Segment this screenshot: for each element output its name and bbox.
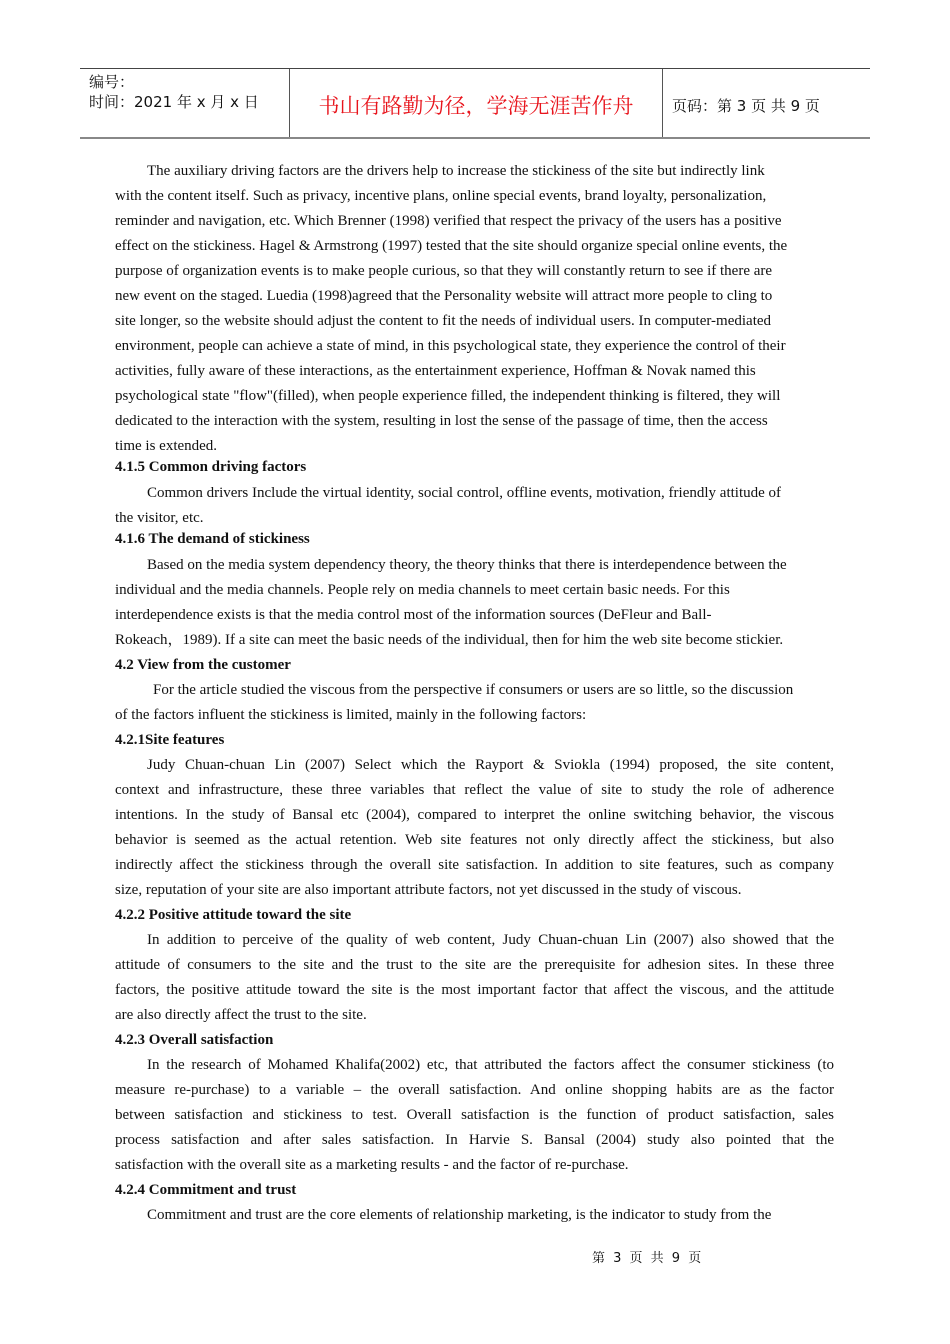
- paragraph-line: psychological state "flow"(filled), when people experience filled, the independent thinking is filtered, they will: [115, 388, 781, 404]
- paragraph-line: with the content itself. Such as privacy, incentive plans, online special events, brand loyalty, personalization,: [115, 188, 767, 204]
- paragraph: [115, 553, 834, 653]
- header-number-label: 编号：: [89, 73, 135, 91]
- header-page-info: 页码：第 3 页 共 9 页: [672, 96, 820, 115]
- paragraph-line: The auxiliary driving factors are the drivers help to increase the stickiness of the site but indirectly link: [147, 163, 765, 179]
- paragraph-line: factors, the positive attitude toward the site is the most important factor that affect the viscous, and the attitude: [115, 982, 834, 998]
- paragraph: [115, 678, 834, 728]
- paragraph-line: environment, people can achieve a state of mind, in this psychological state, they experience the control of their: [115, 338, 786, 354]
- section-heading: 4.2 View from the customer: [115, 657, 291, 673]
- paragraph-line: Based on the media system dependency theory, the theory thinks that there is interdependence between the: [147, 557, 787, 573]
- section-heading: 4.2.1Site features: [115, 732, 225, 748]
- page-footer: 第 3 页 共 9 页: [592, 1251, 704, 1266]
- paragraph-line: Common drivers Include the virtual identity, social control, offline events, motivation, friendly attitude of: [147, 485, 782, 501]
- page-header: [80, 68, 870, 139]
- document-body: [115, 159, 834, 1228]
- paragraph-line: site longer, so the website should adjust the content to fit the needs of individual users. In computer-mediated: [115, 313, 772, 329]
- paragraph-line: intentions. In the study of Bansal etc (2004), compared to interpret the online switching behavior, the viscous: [115, 807, 834, 823]
- paragraph: [115, 928, 834, 1028]
- header-meta: [80, 69, 290, 137]
- paragraph-line: reminder and navigation, etc. Which Brenner (1998) verified that respect the privacy of the users has a positive: [115, 213, 782, 229]
- paragraph-line: the visitor, etc.: [115, 510, 204, 526]
- paragraph-line: dedicated to the interaction with the system, resulting in lost the sense of the passage of time, then the access: [115, 413, 768, 429]
- header-motto: 书山有路勤为径，学海无涯苦作舟: [290, 69, 663, 137]
- paragraph-line: interdependence exists is that the media control most of the information sources (DeFleur and Ball-: [115, 607, 712, 623]
- paragraph-line: are also directly affect the trust to the site.: [115, 1007, 367, 1023]
- paragraph-line: measure re-purchase) to a variable – the overall satisfaction. And online shopping habits are as the factor: [115, 1082, 834, 1098]
- section-heading: 4.2.4 Commitment and trust: [115, 1182, 297, 1198]
- paragraph-line: activities, fully aware of these interactions, as the entertainment experience, Hoffman & Novak named this: [115, 363, 756, 379]
- paragraph: [115, 159, 834, 459]
- paragraph-line: between satisfaction and stickiness to test. Overall satisfaction is the function of product satisfaction, sales: [115, 1107, 834, 1123]
- paragraph: [115, 481, 834, 531]
- section-heading: 4.1.5 Common driving factors: [115, 459, 307, 475]
- paragraph-line: time is extended.: [115, 438, 218, 454]
- section-heading: 4.2.3 Overall satisfaction: [115, 1032, 274, 1048]
- paragraph-line: attitude of consumers to the site and the trust to the site are the prerequisite for adhesion sites. In these three: [115, 957, 834, 973]
- paragraph-line: Judy Chuan-chuan Lin (2007) Select which the Rayport & Sviokla (1994) proposed, the site content,: [147, 757, 834, 773]
- paragraph-line: In the research of Mohamed Khalifa(2002) etc, that attributed the factors affect the consumer stickiness (to: [147, 1057, 834, 1073]
- paragraph-line: process satisfaction and after sales satisfaction. In Harvie S. Bansal (2004) study also pointed that the: [115, 1132, 834, 1148]
- paragraph-line: new event on the staged. Luedia (1998)agreed that the Personality website will attract more people to cling to: [115, 288, 773, 304]
- paragraph-line: individual and the media channels. People rely on media channels to meet certain basic needs. For this: [115, 582, 730, 598]
- paragraph-line: purpose of organization events is to make people curious, so that they will constantly return to see if there are: [115, 263, 773, 279]
- paragraph-line: For the article studied the viscous from the perspective if consumers or users are so little, so the discussion: [153, 682, 794, 698]
- paragraph-line: indirectly affect the stickiness through the overall site satisfaction. In addition to site features, such as company: [115, 857, 834, 873]
- paragraph-line: of the factors influent the stickiness is limited, mainly in the following factors:: [115, 707, 587, 723]
- paragraph-line: Rokeach，1989). If a site can meet the basic needs of the individual, then for him the web site become stickier.: [115, 632, 784, 648]
- paragraph-line: context and infrastructure, these three variables that reflect the value of site to study the role of adherence: [115, 782, 834, 798]
- paragraph-line: satisfaction with the overall site as a marketing results - and the factor of re-purchase.: [115, 1157, 629, 1173]
- paragraph-line: behavior is seemed as the actual retention. Web site features not only directly affect the stickiness, but also: [115, 832, 834, 848]
- paragraph: [115, 1053, 834, 1178]
- paragraph: [115, 1203, 834, 1228]
- paragraph-line: effect on the stickiness. Hagel & Armstrong (1997) tested that the site should organize special online events, the: [115, 238, 788, 254]
- section-heading: 4.1.6 The demand of stickiness: [115, 531, 310, 547]
- paragraph: [115, 753, 834, 903]
- header-time-label: 时间：2021 年 x 月 x 日: [89, 93, 259, 111]
- section-heading: 4.2.2 Positive attitude toward the site: [115, 907, 352, 923]
- paragraph-line: In addition to perceive of the quality of web content, Judy Chuan-chuan Lin (2007) also showed that the: [147, 932, 834, 948]
- paragraph-line: Commitment and trust are the core elements of relationship marketing, is the indicator to study from the: [147, 1207, 772, 1223]
- paragraph-line: size, reputation of your site are also important attribute factors, not yet discussed in the study of viscous.: [115, 882, 742, 898]
